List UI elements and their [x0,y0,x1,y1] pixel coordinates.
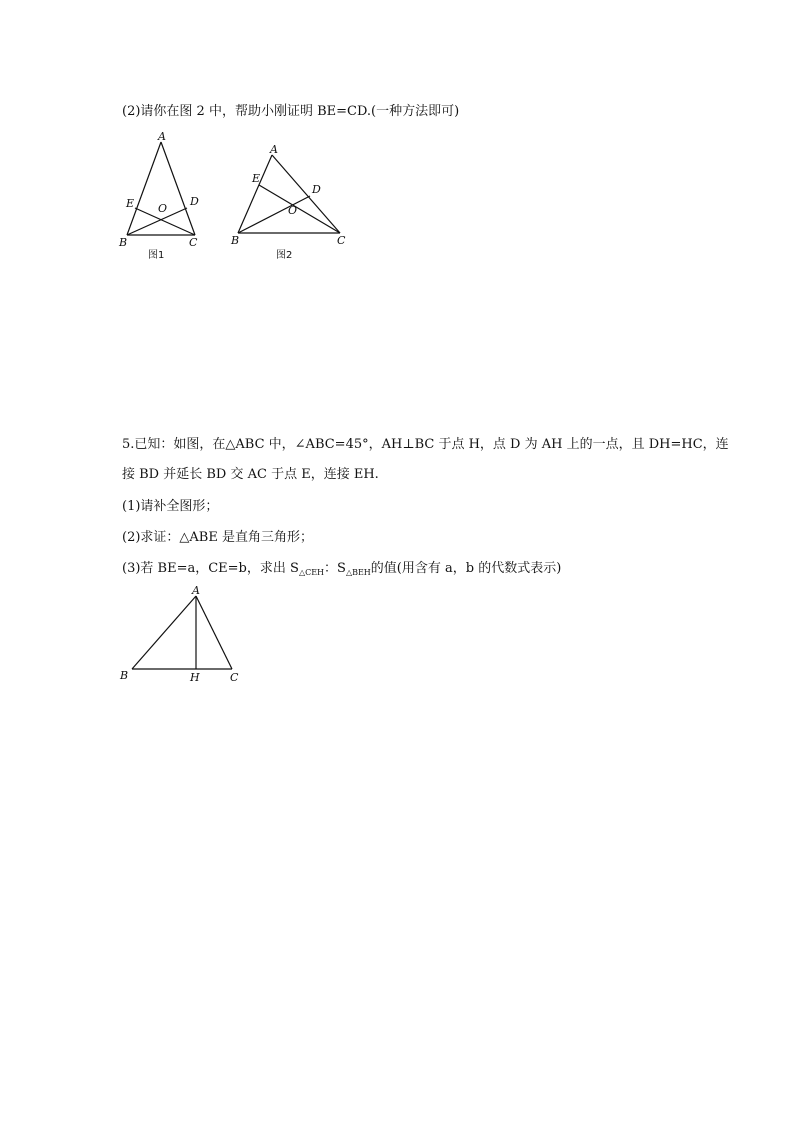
fig1-label-B: B [119,236,128,249]
q5-side-AC [196,596,232,669]
fig2-segment-CE [259,185,340,233]
fig2-side-AB [238,155,272,233]
fig2-label-D: D [312,183,321,196]
q5-part3-prefix: (3)若 BE=a，CE=b，求出 S [122,561,299,576]
fig1-label-A: A [158,130,166,143]
fig1-label-D: D [190,195,199,208]
fig2-label-C: C [337,234,346,247]
fig1-label-O: O [158,202,168,215]
q4-figure-1 [115,130,210,265]
q5-part3 [122,561,561,578]
fig2-caption: 图2 [276,250,293,261]
q4-figure-2 [228,140,358,265]
fig2-label-A: A [270,143,278,156]
q5-part2: (2)求证：△ABE 是直角三角形； [122,530,313,545]
fig2-label-E: E [252,172,261,185]
q5-part3-sub2: △BEH [345,568,371,577]
q5-part3-sub1: △CEH [298,568,325,577]
q5-figure [115,584,245,689]
q5-label-C: C [230,671,239,684]
fig1-side-AB [127,142,161,235]
fig1-label-E: E [126,197,135,210]
fig2-label-B: B [231,234,240,247]
fig2-side-AC [272,155,340,233]
fig2-label-O: O [288,204,298,217]
q5-label-H: H [190,671,200,684]
fig1-caption: 图1 [148,250,165,261]
fig1-label-C: C [189,236,198,249]
q5-stem-line1: 5.已知：如图，在△ABC 中，∠ABC=45°，AH⊥BC 于点 H，点 D 为 AH 上的一点，且 DH=HC，连 [122,437,729,452]
fig2-segment-BD [238,196,310,233]
q5-label-A: A [192,584,200,597]
q5-stem-line2: 接 BD 并延长 BD 交 AC 于点 E，连接 EH. [122,467,379,482]
q5-part3-suffix: 的值(用含有 a，b 的代数式表示) [370,561,562,576]
fig1-side-AC [161,142,195,235]
q5-label-B: B [120,669,129,682]
q5-part3-sep: ：S [324,561,346,576]
q4-part2-text: (2)请你在图 2 中，帮助小刚证明 BE=CD.(一种方法即可) [122,104,460,119]
q5-part1: (1)请补全图形； [122,499,219,514]
q5-side-AB [132,596,196,669]
